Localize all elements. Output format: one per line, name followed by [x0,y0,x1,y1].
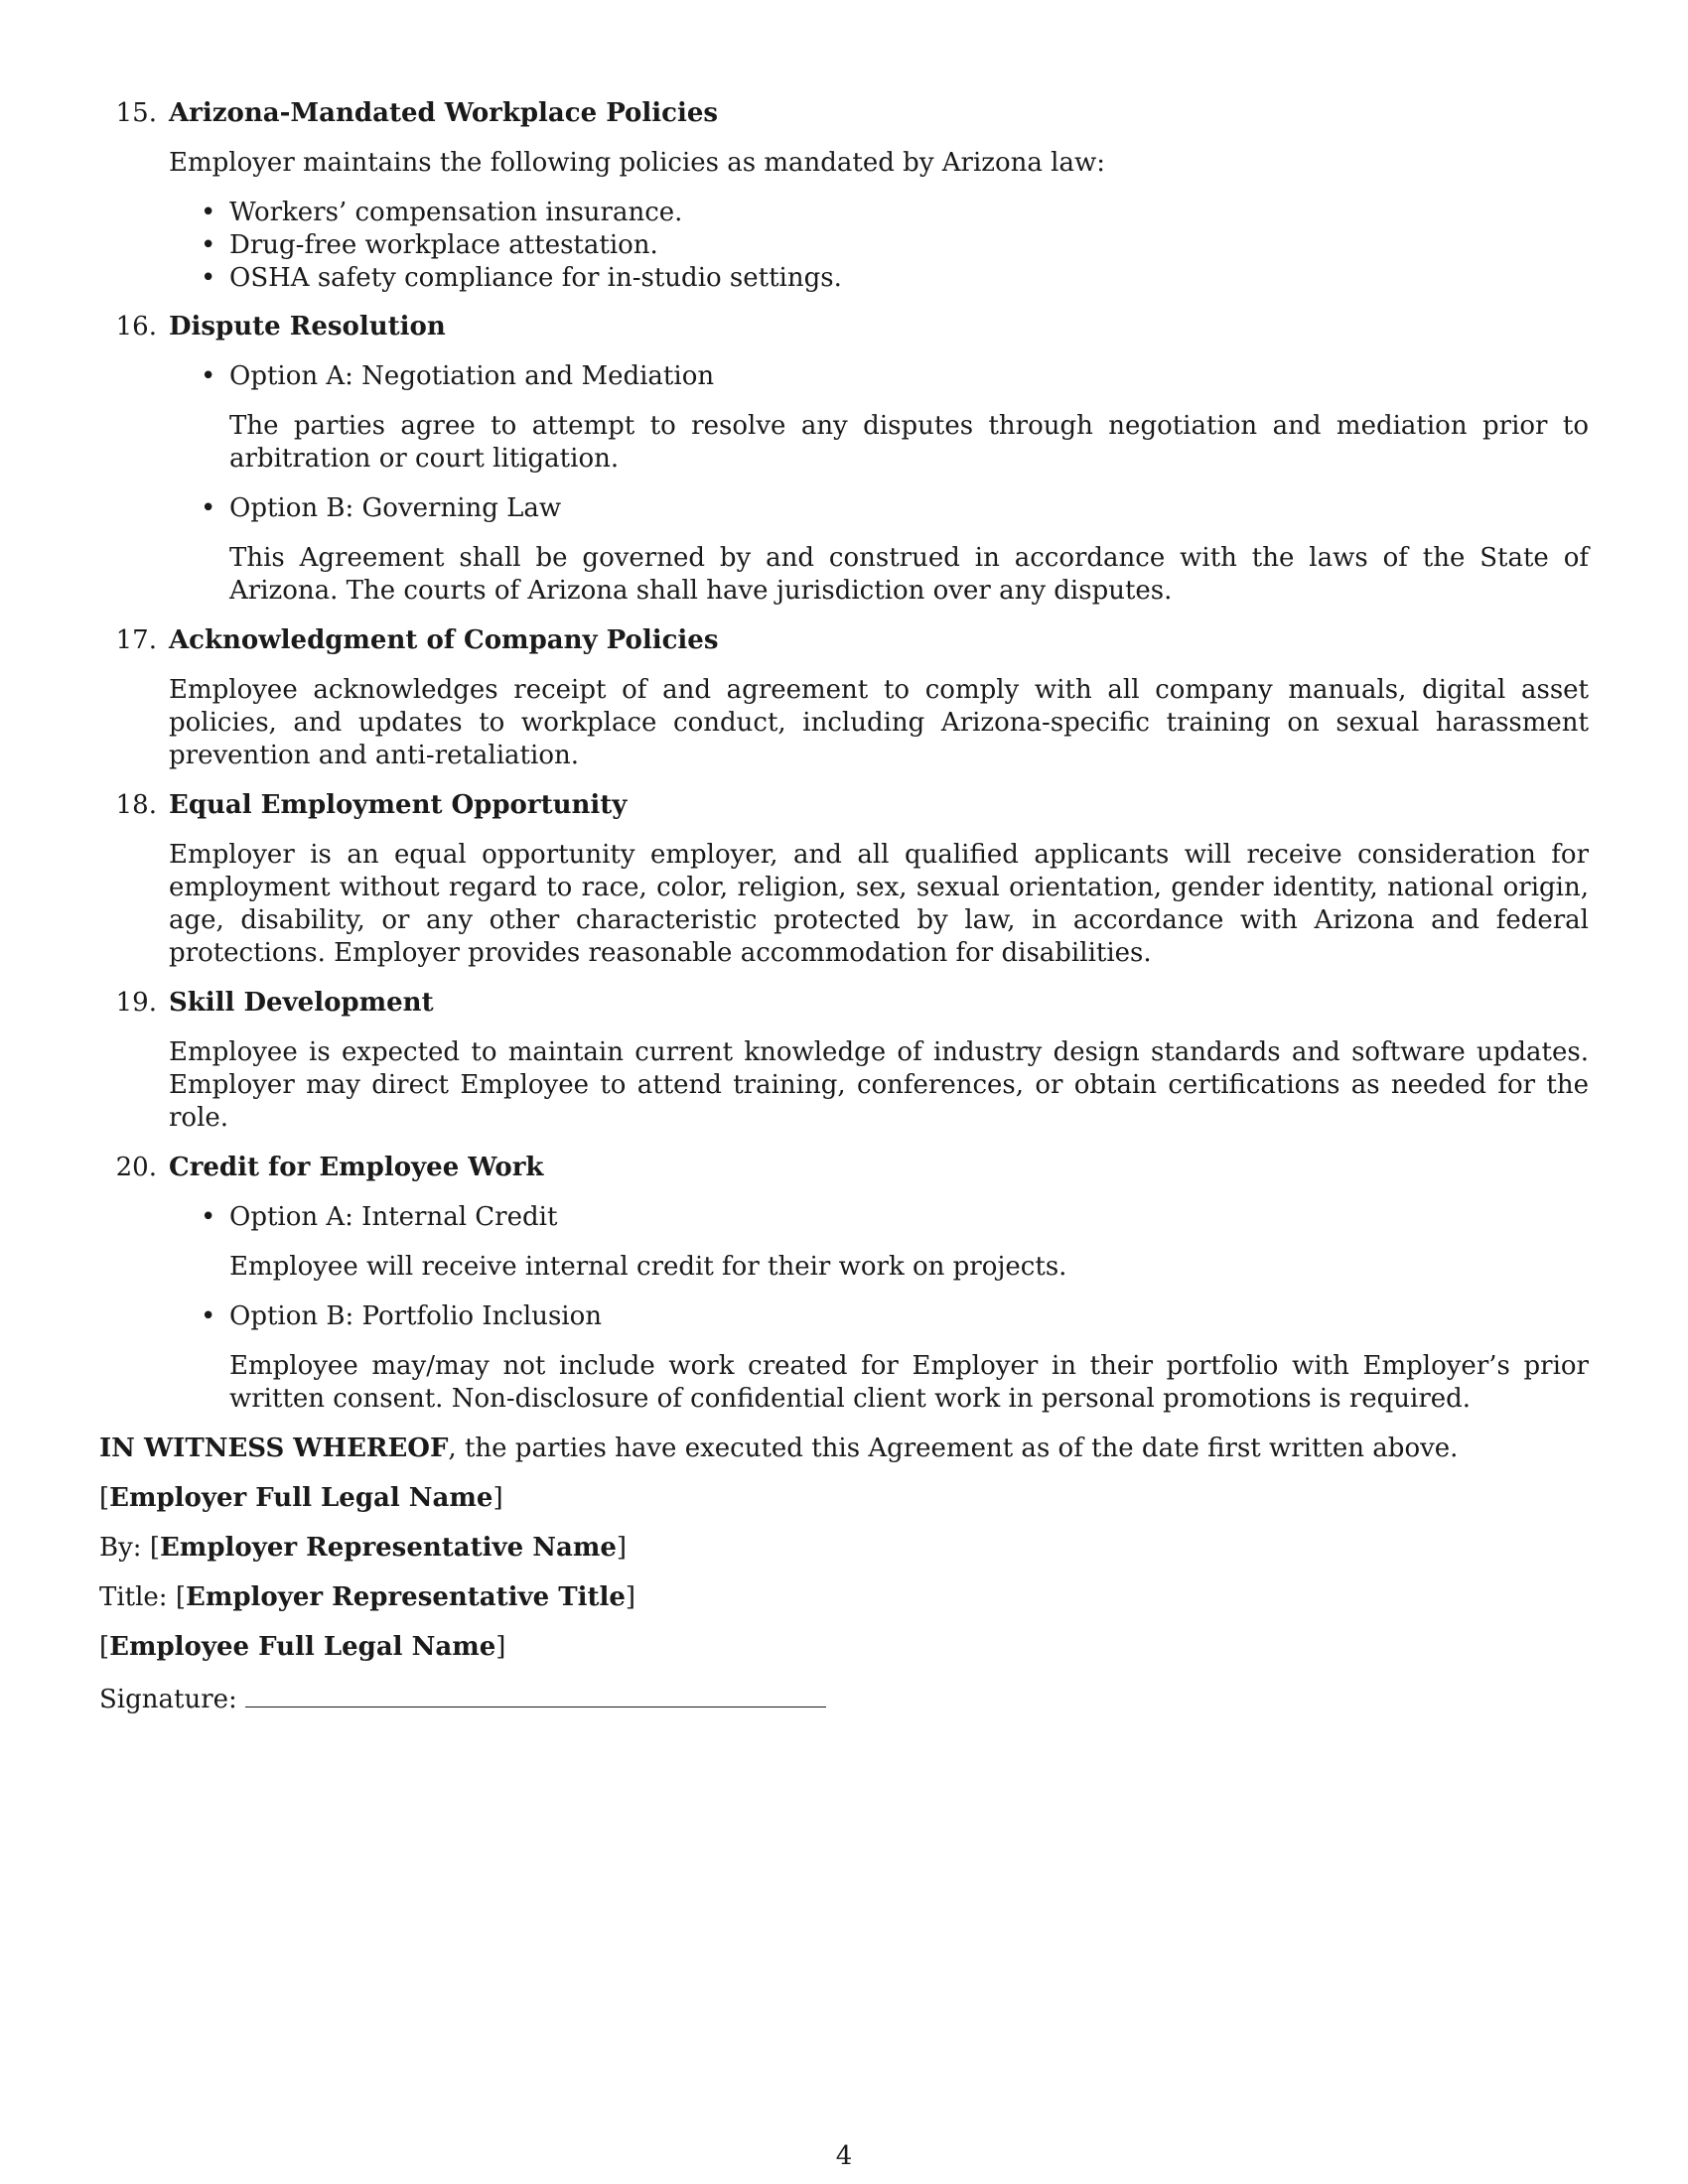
section-18 [99,789,1589,970]
witness-lead: IN WITNESS WHEREOF [99,1433,449,1463]
by-line: By: [Employer Representative Name] [99,1533,628,1563]
section-text: Employee acknowledges receipt of and agreement to comply with all company manuals, digital asset policies, and updates to workplace conduct, including Arizona-specific training on sexual harassment prevention and anti-retaliation. [169,675,1589,770]
signature-field[interactable] [245,1681,826,1707]
signature-label: Signature: [99,1685,237,1714]
by-label: By: [99,1533,142,1563]
employer-name-line: [Employer Full Legal Name] [99,1483,503,1513]
section-title: Arizona-Mandated Workplace Policies [169,98,719,128]
employee-name: Employee Full Legal Name [109,1632,496,1662]
option-text: The parties agree to attempt to resolve any disputes through negotiation and mediation prior to arbitration or court litigation. [229,411,1589,474]
section-title: Credit for Employee Work [169,1153,544,1182]
section-15 [99,97,1589,295]
signature-line [99,1681,1589,1716]
section-number: 16. [115,312,157,341]
section-text: Employer is an equal opportunity employer, and all qualified applicants will receive consideration for employment without regard to race, color, religion, sex, sexual orientation, gender identity, national origin, age, disability, or any other characteristic protected by law, in accordance with Arizona and federal protections. Employer provides reasonable accommodation for disabilities. [169,840,1589,968]
employer-name: Employer Full Legal Name [109,1483,493,1513]
witness-rest: , the parties have executed this Agreement as of the date first written above. [448,1433,1459,1463]
page-number: 4 [835,2141,853,2171]
section-17 [99,624,1589,772]
section-number: 15. [115,98,157,128]
policy-list [169,197,1589,295]
option-text: Employee may/may not include work created for Employer in their portfolio with Employer’s prior written consent. Non-disclosure of confidential client work in personal promotions is required. [229,1351,1589,1414]
section-text: Employee is expected to maintain current knowledge of industry design standards and software updates. Employer may direct Employee to attend training, conferences, or obtain certifications as needed for the role. [169,1037,1589,1133]
section-intro: Employer maintains the following policies as mandated by Arizona law: [169,148,1105,178]
option-label: • Option A: Negotiation and Mediation [169,360,1589,393]
section-number: 19. [115,988,157,1018]
option-text: Employee will receive internal credit for their work on projects. [229,1252,1067,1282]
list-item: • Workers’ compensation insurance. [169,197,1589,229]
title-label: Title: [99,1582,168,1612]
title-line: Title: [Employer Representative Title] [99,1582,636,1612]
section-title: Skill Development [169,988,434,1018]
witness-clause [99,1433,1589,1465]
section-title: Acknowledgment of Company Policies [169,625,719,655]
option-text: This Agreement shall be governed by and construed in accordance with the laws of the State of Arizona. The courts of Arizona shall have jurisdiction over any disputes. [229,543,1589,606]
document-page [99,97,1589,1733]
list-item: • OSHA safety compliance for in-studio settings. [169,262,1589,295]
section-16 [99,311,1589,608]
option-label: • Option A: Internal Credit [169,1201,1589,1234]
section-number: 17. [115,625,157,655]
list-item: • Drug-free workplace attestation. [169,229,1589,262]
employee-name-line: [Employee Full Legal Name] [99,1632,506,1662]
section-title: Equal Employment Opportunity [169,790,628,820]
option-label: • Option B: Portfolio Inclusion [169,1300,1589,1333]
section-number: 20. [115,1153,157,1182]
representative-title: Employer Representative Title [186,1582,626,1612]
section-title: Dispute Resolution [169,312,446,341]
option-label: • Option B: Governing Law [169,492,1589,525]
section-19 [99,987,1589,1135]
section-number: 18. [115,790,157,820]
representative-name: Employer Representative Name [159,1533,617,1563]
section-20 [99,1152,1589,1416]
